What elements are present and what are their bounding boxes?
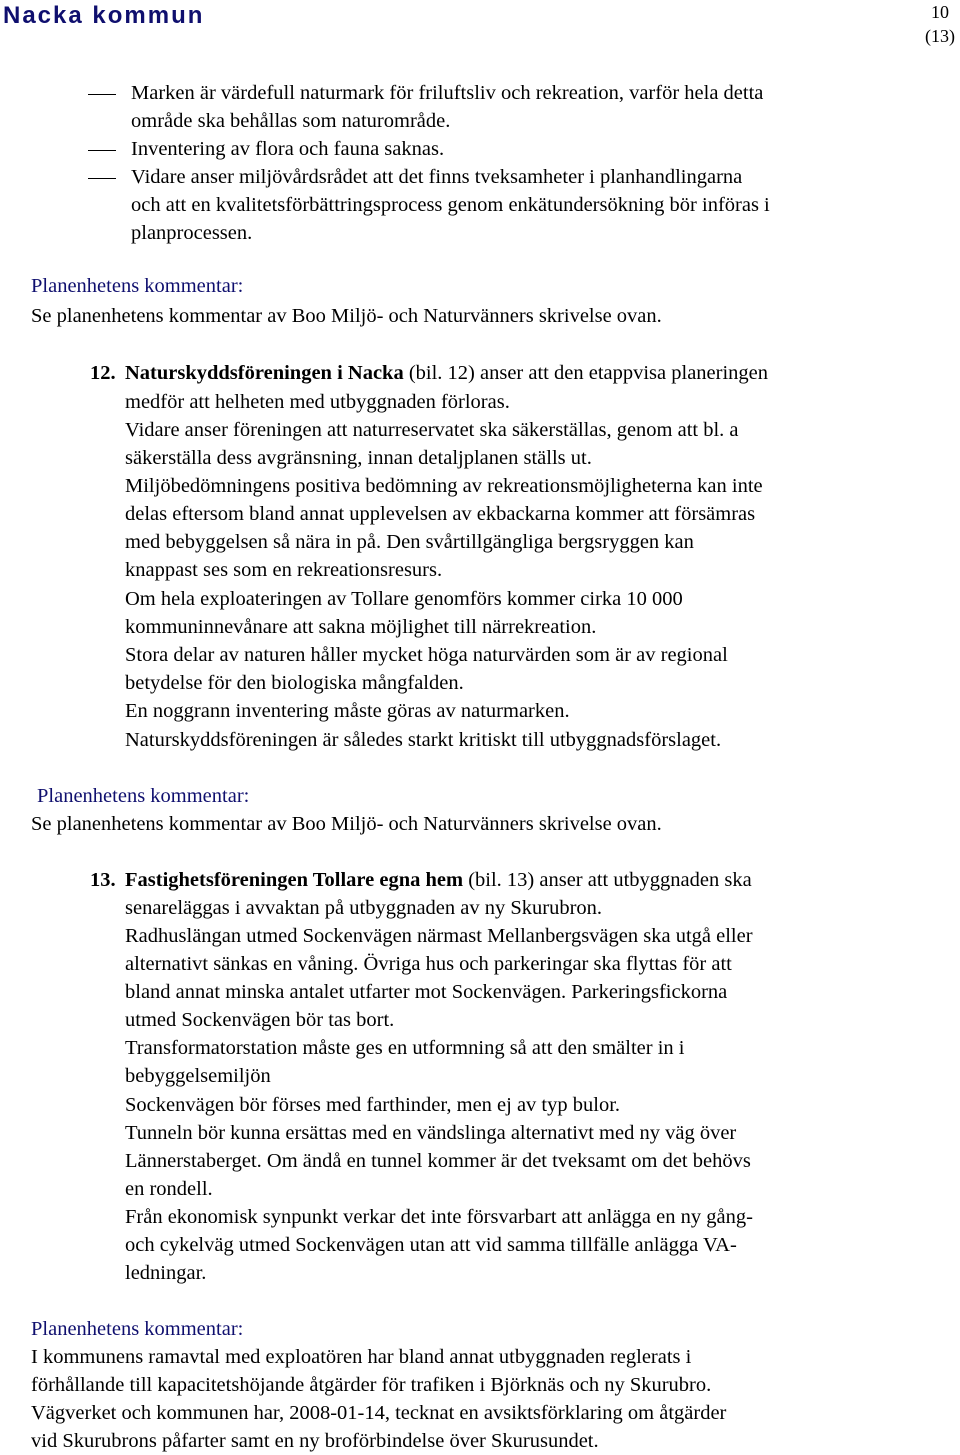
item-13-line: Radhuslängan utmed Sockenvägen närmast Mellanbergsvägen ska utgå eller: [125, 925, 753, 947]
comment-text: Se planenhetens kommentar av Boo Miljö- och Naturvänners skrivelse ovan.: [31, 813, 662, 835]
item-12-line: med bebyggelsen så nära in på. Den svårtillgängliga bergsryggen kan: [125, 531, 694, 553]
item-13-line: Lännerstaberget. Om ändå en tunnel kommer är det tveksamt om det behövs: [125, 1150, 751, 1172]
comment-heading: Planenhetens kommentar:: [31, 1318, 244, 1340]
item-13-heading: [90, 866, 116, 894]
bullet-dash: [88, 178, 116, 179]
item-13-line: alternativt sänkas en våning. Övriga hus och parkeringar ska flyttas för att: [125, 953, 732, 975]
item-12-line: säkerställa dess avgränsning, innan detaljplanen ställs ut.: [125, 447, 592, 469]
comment-heading: Planenhetens kommentar:: [37, 785, 250, 807]
item-12-line: kommuninnevånare att sakna möjlighet till närrekreation.: [125, 616, 597, 638]
comment-heading: Planenhetens kommentar:: [31, 275, 244, 297]
comment-text: förhållande till kapacitetshöjande åtgärder för trafiken i Björknäs och ny Skurubro.: [31, 1374, 712, 1396]
comment-text: Se planenhetens kommentar av Boo Miljö- och Naturvänners skrivelse ovan.: [31, 305, 662, 327]
item-12-line: Stora delar av naturen håller mycket höga naturvärden som är av regional: [125, 644, 728, 666]
comment-text: Vägverket och kommunen har, 2008-01-14, tecknat en avsiktsförklaring om åtgärder: [31, 1402, 727, 1424]
item-12-line: betydelse för den biologiska mångfalden.: [125, 672, 464, 694]
organization-name: Fastighetsföreningen Tollare egna hem: [125, 869, 464, 891]
item-13-line: Transformatorstation måste ges en utformning så att den smälter in i: [125, 1037, 685, 1059]
page-number: [925, 0, 955, 48]
organization-name: Naturskyddsföreningen i Nacka: [125, 362, 404, 384]
bullet-3-line-1: Vidare anser miljövårdsrådet att det finns tveksamheter i planhandlingarna: [131, 166, 743, 188]
item-12-line: delas eftersom bland annat upplevelsen av ekbackarna kommer att försämras: [125, 503, 756, 525]
item-12-heading: [90, 359, 116, 387]
comment-text: vid Skurubrons påfarter samt en ny broförbindelse över Skurusundet.: [31, 1430, 599, 1452]
bullet-dash: [88, 150, 116, 151]
page-current: 10: [931, 2, 949, 22]
item-12-line: Miljöbedömningens positiva bedömning av rekreationsmöjligheterna kan inte: [125, 475, 763, 497]
item-13-line: ledningar.: [125, 1262, 207, 1284]
item-12-intro: (bil. 12) anser att den etappvisa planeringen: [403, 362, 769, 384]
item-12-first-line: [125, 359, 768, 387]
item-13-line: Tunneln bör kunna ersättas med en vändslinga alternativt med ny väg över: [125, 1122, 737, 1144]
item-13-line: Från ekonomisk synpunkt verkar det inte försvarbart att anlägga en ny gång-: [125, 1206, 753, 1228]
organization-header: Nacka kommun: [3, 2, 205, 29]
item-12-line: medför att helheten med utbyggnaden förloras.: [125, 391, 510, 413]
bullet-2-line-1: Inventering av flora och fauna saknas.: [131, 138, 445, 160]
item-13-first-line: [125, 866, 752, 894]
bullet-1-line-2: område ska behållas som naturområde.: [131, 110, 451, 132]
page-total: (13): [925, 26, 955, 46]
item-13-line: utmed Sockenvägen bör tas bort.: [125, 1009, 395, 1031]
item-13-line: senareläggas i avvaktan på utbyggnaden av ny Skurubron.: [125, 897, 603, 919]
item-13-intro: (bil. 13) anser att utbyggnaden ska: [463, 869, 752, 891]
item-12-line: Naturskyddsföreningen är således starkt kritiskt till utbyggnadsförslaget.: [125, 729, 722, 751]
bullet-1-line-1: Marken är värdefull naturmark för friluftsliv och rekreation, varför hela detta: [131, 82, 764, 104]
item-12-line: Vidare anser föreningen att naturreservatet ska säkerställas, genom att bl. a: [125, 419, 739, 441]
item-13-line: bland annat minska antalet utfarter mot Sockenvägen. Parkeringsfickorna: [125, 981, 728, 1003]
item-12-line: knappast ses som en rekreationsresurs.: [125, 559, 443, 581]
item-number: 13.: [90, 869, 116, 891]
item-13-line: Sockenvägen bör förses med farthinder, men ej av typ bulor.: [125, 1094, 621, 1116]
comment-text: I kommunens ramavtal med exploatören har bland annat utbyggnaden reglerats i: [31, 1346, 692, 1368]
bullet-3-line-3: planprocessen.: [131, 222, 253, 244]
item-13-line: en rondell.: [125, 1178, 213, 1200]
item-number: 12.: [90, 362, 116, 384]
bullet-dash: [88, 94, 116, 95]
item-12-line: En noggrann inventering måste göras av naturmarken.: [125, 700, 570, 722]
item-13-line: bebyggelsemiljön: [125, 1065, 271, 1087]
bullet-3-line-2: och att en kvalitetsförbättringsprocess genom enkätundersökning bör införas i: [131, 194, 770, 216]
item-12-line: Om hela exploateringen av Tollare genomförs kommer cirka 10 000: [125, 588, 683, 610]
item-13-line: och cykelväg utmed Sockenvägen utan att vid samma tillfälle anlägga VA-: [125, 1234, 737, 1256]
